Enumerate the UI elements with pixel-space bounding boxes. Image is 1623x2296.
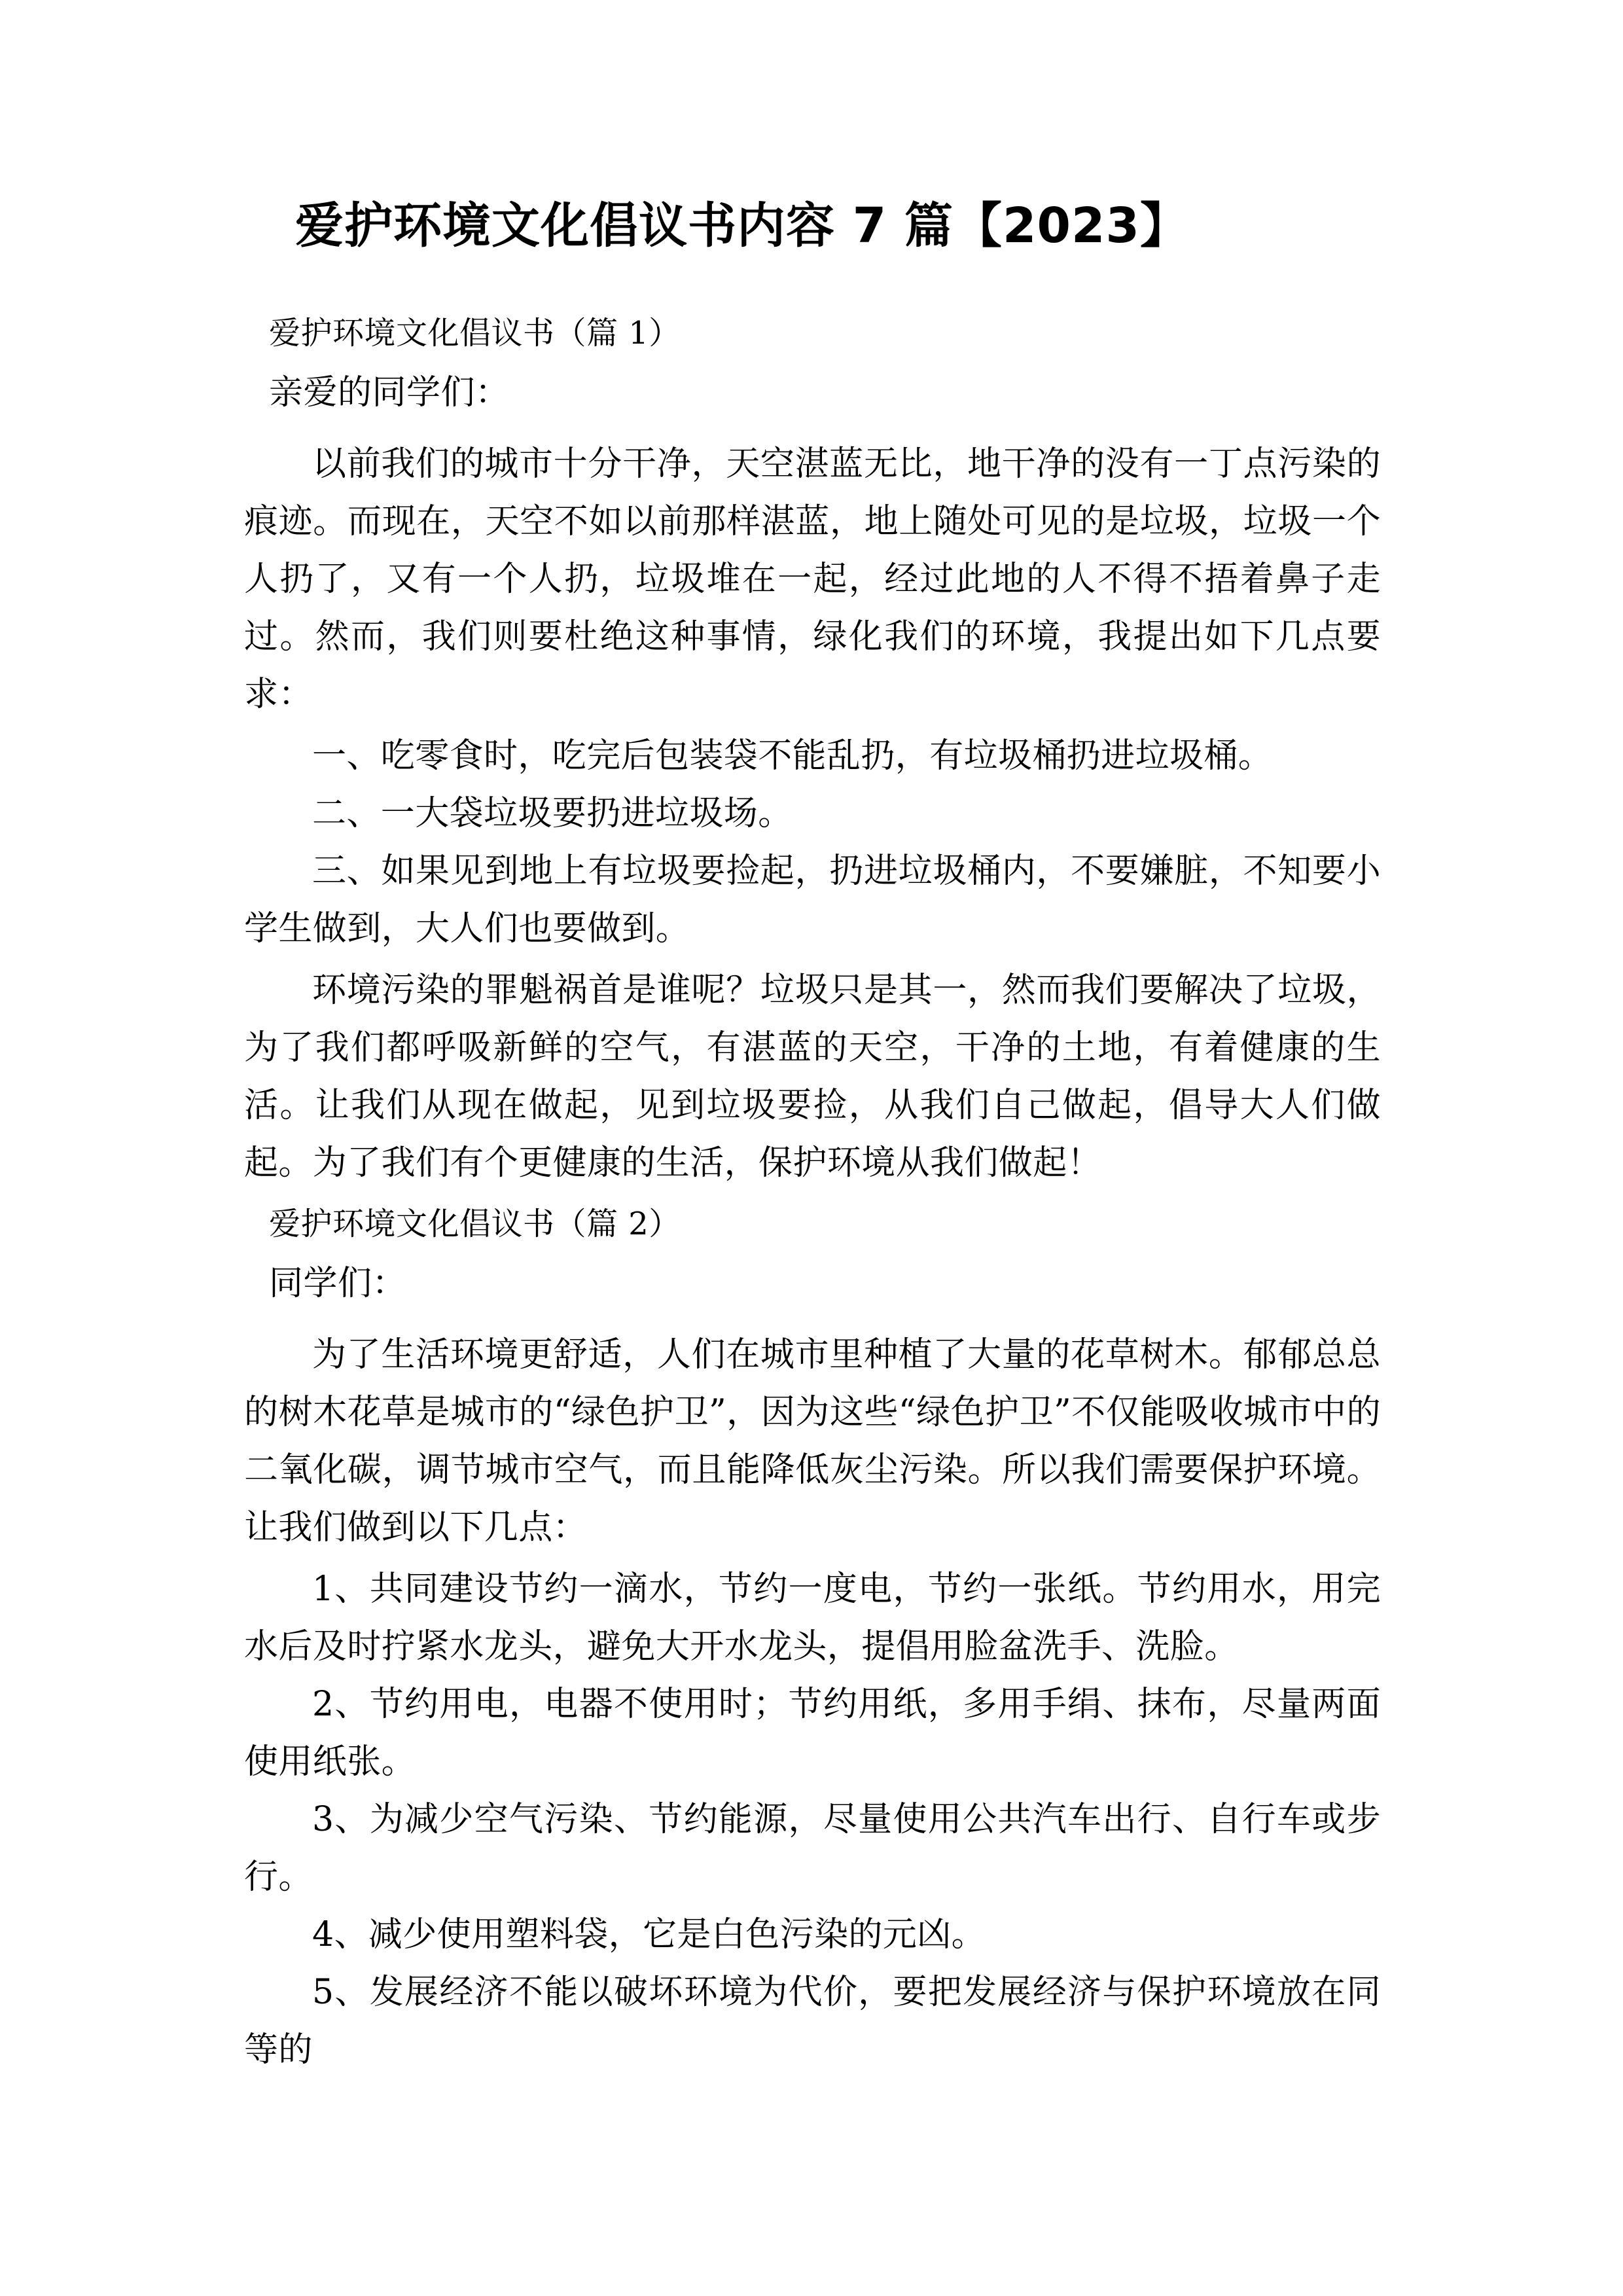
- section-salutation: 亲爱的同学们：: [269, 373, 510, 413]
- section-heading: 爱护环境文化倡议书（篇 1）: [269, 315, 681, 352]
- body-paragraph: 以前我们的城市十分干净，天空湛蓝无比，地干净的没有一丁点污染的痕迹。而现在，天空不如以前那样湛蓝，地上随处可见的是垃圾，垃圾一个人扔了，又有一个人扔，垃圾堆在一起，经过此地的人不得不捂着鼻子走过。然而，我们则要杜绝这种事情，绿化我们的环境，我提出如下几点要求：: [244, 444, 1381, 715]
- list-item: 5、发展经济不能以破坏环境为代价，要把发展经济与保护环境放在同等的: [244, 1973, 1381, 2070]
- section-pian-2: [244, 1206, 1381, 2079]
- list-item: 2、节约用电，电器不使用时；节约用纸，多用手绢、抹布，尽量两面使用纸张。: [244, 1685, 1381, 1782]
- list-item: 二、一大袋垃圾要扔进垃圾场。: [312, 794, 793, 834]
- body-paragraph: 环境污染的罪魁祸首是谁呢？垃圾只是其一，然而我们要解决了垃圾，为了我们都呼吸新鲜的空气，有湛蓝的天空，干净的土地，有着健康的生活。让我们从现在做起，见到垃圾要捡，从我们自己做起，倡导大人们做起。为了我们有个更健康的生活，保护环境从我们做起！: [244, 971, 1381, 1183]
- section-salutation: 同学们：: [269, 1264, 407, 1304]
- list-item: 3、为减少空气污染、节约能源，尽量使用公共汽车出行、自行车或步行。: [244, 1800, 1381, 1897]
- list-item: 1、共同建设节约一滴水，节约一度电，节约一张纸。节约用水，用完水后及时拧紧水龙头，避免大开水龙头，提倡用脸盆洗手、洗脸。: [244, 1570, 1381, 1667]
- section-spacer: [244, 1192, 1381, 1206]
- section-pian-1: [244, 315, 1381, 1192]
- body-paragraph: 为了生活环境更舒适，人们在城市里种植了大量的花草树木。郁郁总总的树木花草是城市的“绿色护卫”，因为这些“绿色护卫”不仅能吸收城市中的二氧化碳，调节城市空气，而且能降低灰尘污染。所以我们需要保护环境。让我们做到以下几点：: [244, 1335, 1381, 1548]
- list-item: 4、减少使用塑料袋，它是白色污染的元凶。: [312, 1915, 986, 1955]
- list-item: 三、如果见到地上有垃圾要捡起，扔进垃圾桶内，不要嫌脏，不知要小学生做到，大人们也要做到。: [244, 852, 1381, 949]
- page-title: 爱护环境文化倡议书内容 7 篇【2023】: [295, 198, 1189, 254]
- list-item: 一、吃零食时，吃完后包装袋不能乱扔，有垃圾桶扔进垃圾桶。: [312, 736, 1273, 776]
- section-heading: 爱护环境文化倡议书（篇 2）: [269, 1206, 681, 1243]
